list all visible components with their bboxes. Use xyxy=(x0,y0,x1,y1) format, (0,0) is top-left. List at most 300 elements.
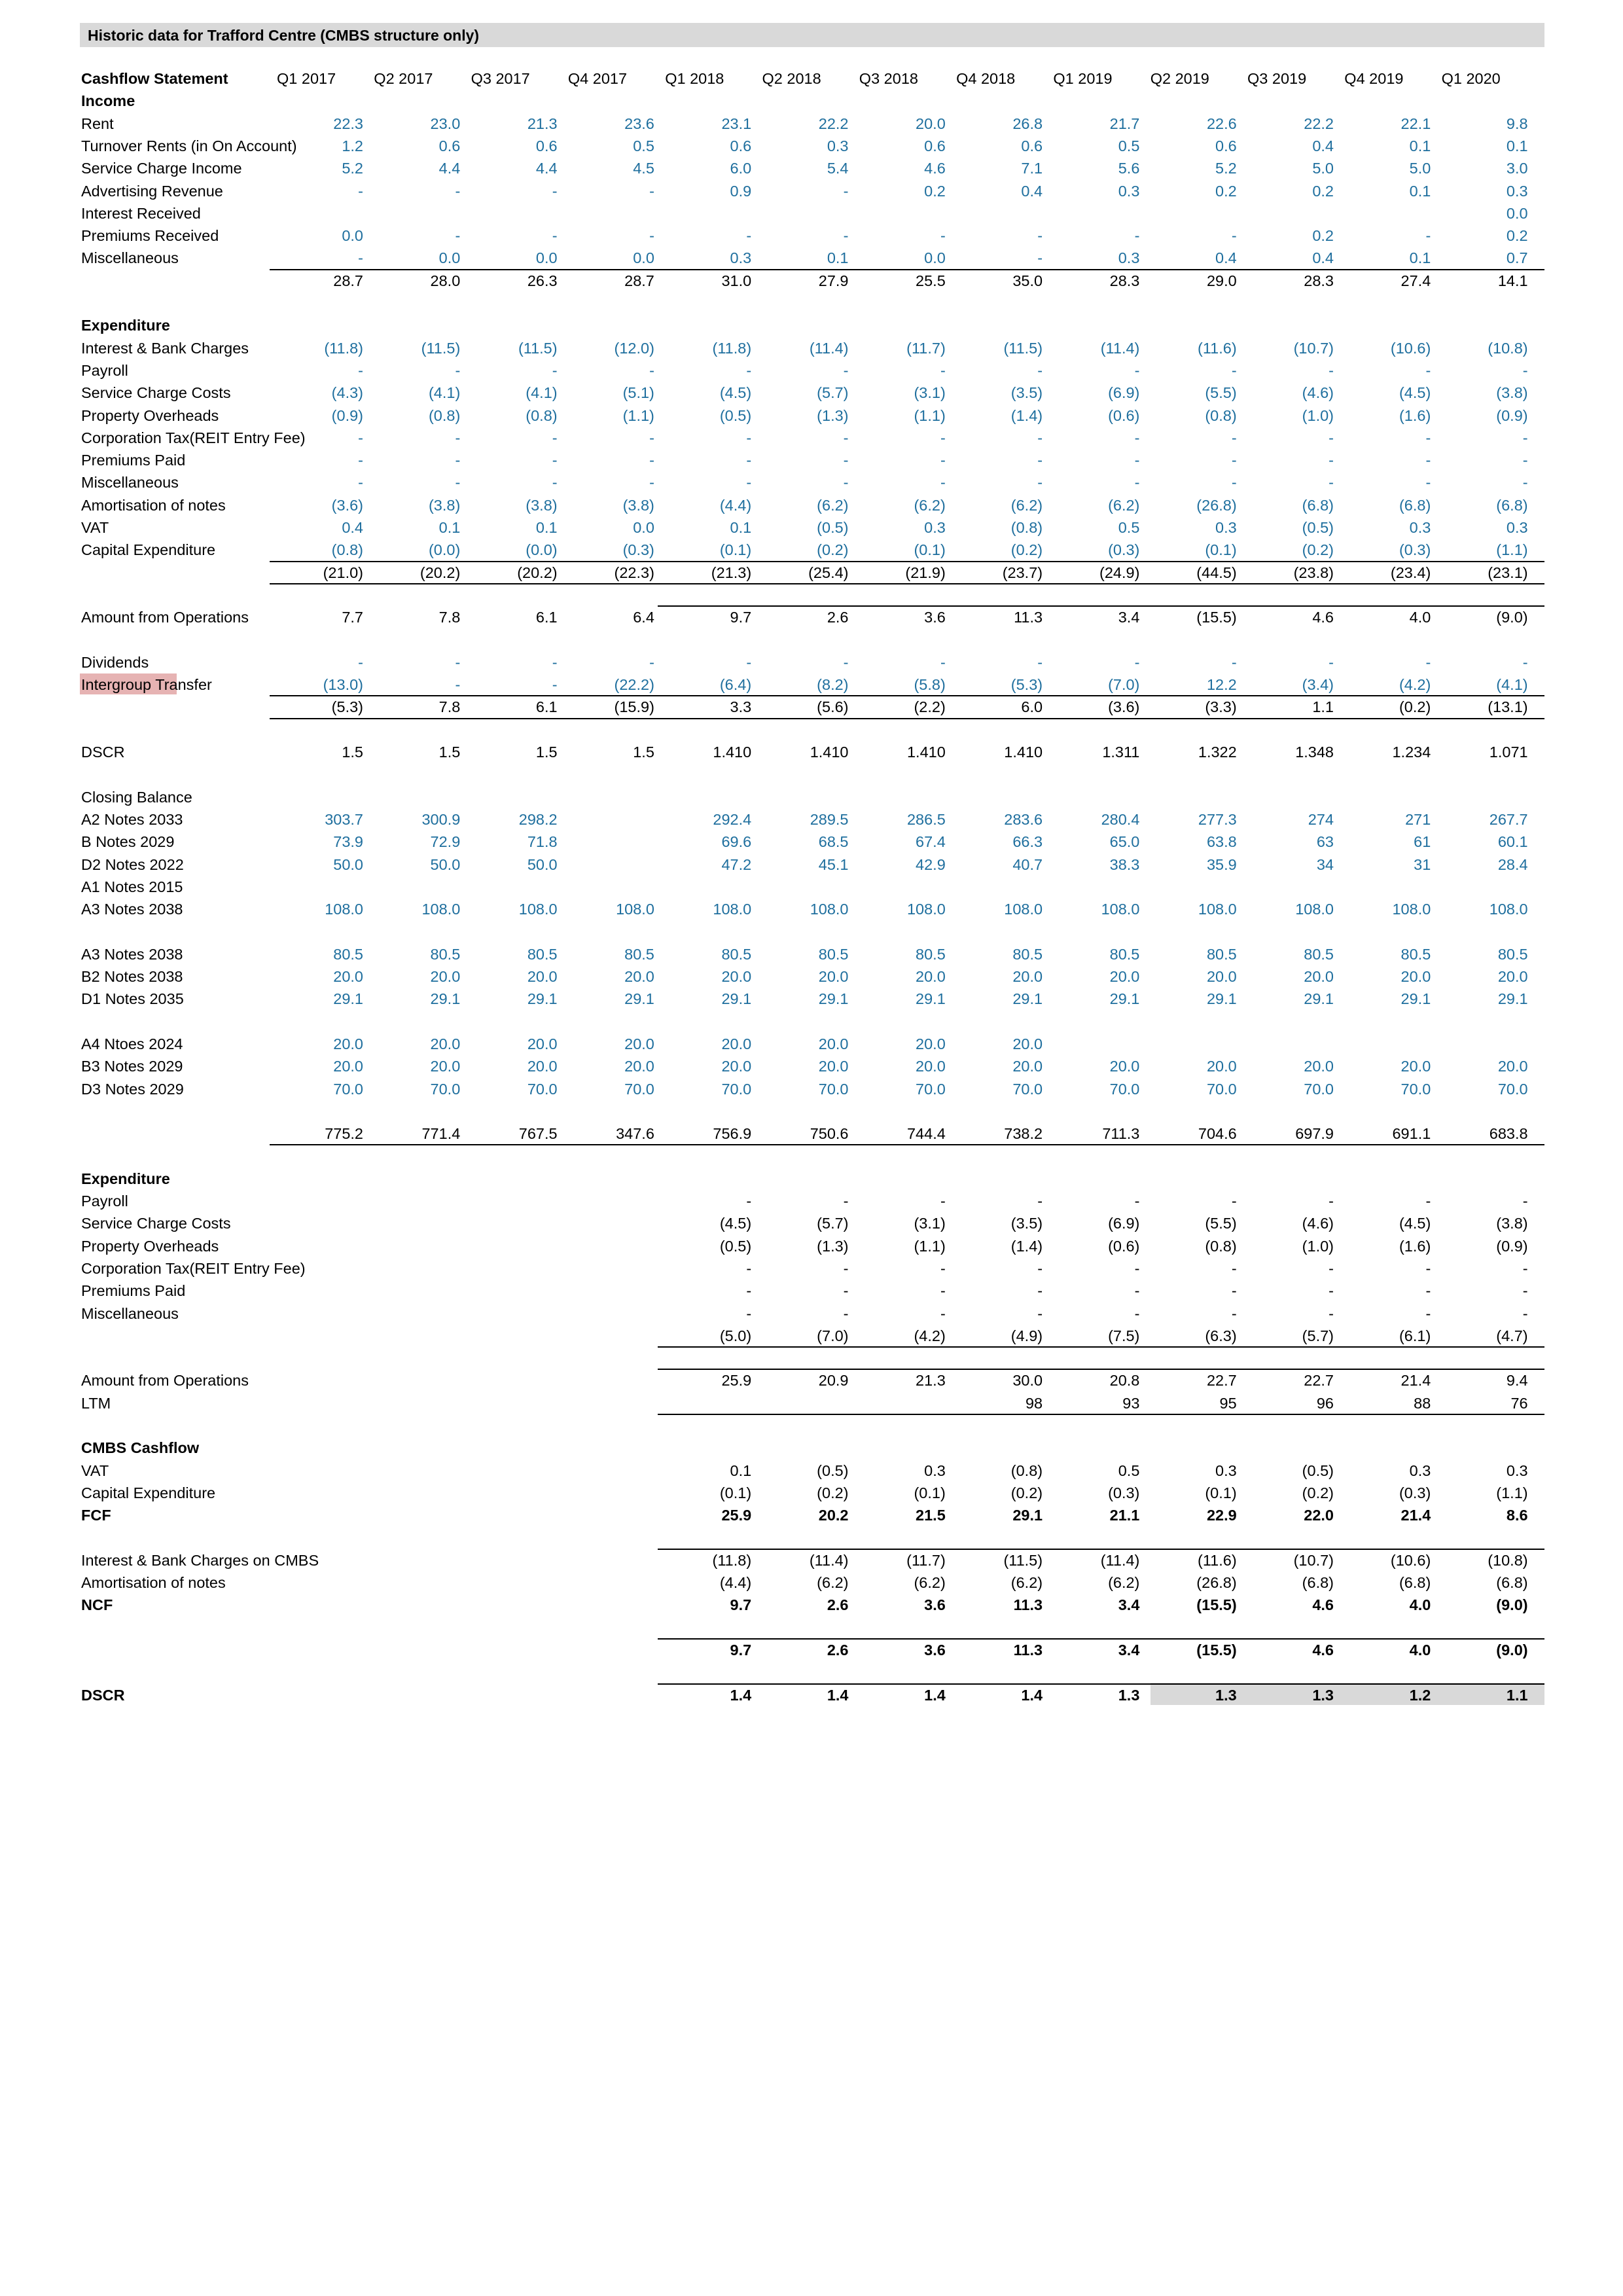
table-cell: - xyxy=(1231,653,1237,671)
expenditure-total-underline xyxy=(270,583,1544,584)
table-cell: 20.0 xyxy=(818,1058,849,1075)
table-cell: 20.0 xyxy=(624,968,654,985)
table-cell: - xyxy=(552,452,558,469)
table-cell: 80.5 xyxy=(624,945,654,963)
table-cell: 7.8 xyxy=(438,698,461,716)
table-cell: 4.0 xyxy=(1409,1596,1431,1614)
row-label: Rent xyxy=(81,115,114,132)
table-cell: (6.8) xyxy=(1302,1574,1334,1592)
table-cell: (5.8) xyxy=(914,676,946,694)
table-cell: (4.5) xyxy=(719,1215,752,1232)
table-cell: 21.5 xyxy=(916,1507,946,1524)
column-header-q3-2017: Q3 2017 xyxy=(471,70,530,87)
table-cell: 0.5 xyxy=(1118,1462,1140,1479)
table-cell: 7.1 xyxy=(1021,160,1043,177)
column-header-q1-2019: Q1 2019 xyxy=(1053,70,1113,87)
table-cell: 1.5 xyxy=(633,744,654,761)
table-cell: 65.0 xyxy=(1109,833,1140,851)
table-cell: - xyxy=(940,227,946,245)
row-label: A3 Notes 2038 xyxy=(81,945,183,963)
operations-rule xyxy=(658,605,1544,607)
table-cell: 29.1 xyxy=(1012,990,1043,1008)
table-cell: 1.322 xyxy=(1198,744,1237,761)
table-cell: (1.1) xyxy=(1496,1484,1528,1501)
table-cell: 66.3 xyxy=(1012,833,1043,851)
table-cell: - xyxy=(940,1193,946,1210)
table-cell: 96 xyxy=(1316,1394,1334,1412)
table-cell: - xyxy=(940,429,946,446)
table-cell: 267.7 xyxy=(1489,810,1528,828)
table-cell: (3.6) xyxy=(1108,698,1140,716)
table-cell: - xyxy=(1134,1193,1140,1210)
row-label: LTM xyxy=(81,1394,111,1412)
table-cell: 0.5 xyxy=(633,137,654,154)
table-cell: 20.0 xyxy=(430,968,461,985)
table-cell: 20.0 xyxy=(916,968,946,985)
table-cell: 29.1 xyxy=(1206,990,1237,1008)
table-cell: 38.3 xyxy=(1109,855,1140,873)
table-cell: 0.2 xyxy=(1506,227,1528,245)
table-cell: - xyxy=(1037,1193,1043,1210)
row-label: Intergroup Transfer xyxy=(81,676,212,694)
table-cell: 347.6 xyxy=(616,1125,654,1143)
table-cell: (6.2) xyxy=(914,1574,946,1592)
table-cell: 63.8 xyxy=(1206,833,1237,851)
row-label: Corporation Tax(REIT Entry Fee) xyxy=(81,429,306,446)
table-cell: 22.2 xyxy=(1304,115,1334,132)
table-cell: 108.0 xyxy=(1004,901,1043,918)
table-cell: - xyxy=(1425,361,1431,379)
table-cell: (1.3) xyxy=(817,406,849,424)
table-cell: (0.1) xyxy=(914,1484,946,1501)
table-cell: 2.6 xyxy=(827,609,849,626)
table-cell: 30.0 xyxy=(1012,1372,1043,1390)
table-cell: - xyxy=(746,1193,752,1210)
table-cell: 25.5 xyxy=(916,272,946,289)
table-cell: 298.2 xyxy=(518,810,558,828)
table-cell: 683.8 xyxy=(1489,1125,1528,1143)
table-cell: 4.5 xyxy=(633,160,654,177)
table-cell: 5.2 xyxy=(1215,160,1237,177)
table-cell: (15.5) xyxy=(1196,1641,1237,1659)
row-label: Amortisation of notes xyxy=(81,496,226,514)
row-label: Closing Balance xyxy=(81,788,192,806)
table-cell: 274 xyxy=(1308,810,1334,828)
table-cell: 0.6 xyxy=(1215,137,1237,154)
row-label: B2 Notes 2038 xyxy=(81,968,183,985)
table-cell: (0.5) xyxy=(817,519,849,536)
table-cell: 80.5 xyxy=(1109,945,1140,963)
table-cell: 28.7 xyxy=(624,272,654,289)
table-cell: 29.1 xyxy=(430,990,461,1008)
table-cell: 0.3 xyxy=(924,1462,946,1479)
table-cell: 29.1 xyxy=(1304,990,1334,1008)
table-cell: 95 xyxy=(1219,1394,1237,1412)
table-cell: (0.5) xyxy=(719,1237,752,1255)
table-cell: - xyxy=(1037,653,1043,671)
table-cell: - xyxy=(1134,474,1140,492)
table-cell: - xyxy=(358,182,363,200)
table-cell: - xyxy=(746,429,752,446)
table-cell: 20.0 xyxy=(1012,968,1043,985)
table-cell: - xyxy=(1522,361,1528,379)
row-label: Capital Expenditure xyxy=(81,1484,216,1501)
table-cell: 7.8 xyxy=(438,609,461,626)
table-cell: (0.1) xyxy=(719,1484,752,1501)
table-cell: 0.1 xyxy=(1409,249,1431,267)
table-cell: 0.0 xyxy=(438,249,461,267)
row-label: Premiums Paid xyxy=(81,1282,186,1300)
table-cell: (0.2) xyxy=(1010,1484,1043,1501)
table-cell: - xyxy=(1522,474,1528,492)
table-cell: 88 xyxy=(1414,1394,1431,1412)
table-cell: 0.1 xyxy=(438,519,461,536)
table-cell: 4.0 xyxy=(1409,1641,1431,1659)
row-label: Interest & Bank Charges on CMBS xyxy=(81,1551,319,1569)
table-cell: (6.8) xyxy=(1399,496,1431,514)
table-cell: 23.6 xyxy=(624,115,654,132)
table-cell: 4.6 xyxy=(1312,609,1334,626)
table-cell: (20.2) xyxy=(517,564,558,581)
table-cell: 0.1 xyxy=(827,249,849,267)
table-cell: - xyxy=(358,361,363,379)
table-cell: (5.1) xyxy=(622,384,654,402)
table-cell: (0.8) xyxy=(331,541,363,559)
table-cell: (5.7) xyxy=(1302,1327,1334,1344)
table-cell: 2.6 xyxy=(827,1596,849,1614)
table-cell: (6.2) xyxy=(914,496,946,514)
table-cell: 691.1 xyxy=(1392,1125,1431,1143)
table-cell: 28.3 xyxy=(1109,272,1140,289)
table-cell: 1.2 xyxy=(342,137,363,154)
table-cell: (3.5) xyxy=(1010,1215,1043,1232)
table-cell: - xyxy=(1231,1259,1237,1277)
cmbs-expenditure-underline xyxy=(658,1369,1544,1370)
table-cell: (2.2) xyxy=(914,698,946,716)
table-cell: (6.8) xyxy=(1496,1574,1528,1592)
table-cell: 3.4 xyxy=(1118,1641,1140,1659)
table-cell: - xyxy=(1522,653,1528,671)
table-cell: - xyxy=(940,361,946,379)
row-label: Interest Received xyxy=(81,204,201,222)
table-cell: 303.7 xyxy=(325,810,363,828)
table-cell: - xyxy=(1231,474,1237,492)
table-cell: (0.6) xyxy=(1108,406,1140,424)
row-label: D2 Notes 2022 xyxy=(81,855,184,873)
table-cell: 3.6 xyxy=(924,1596,946,1614)
table-cell: 277.3 xyxy=(1198,810,1237,828)
table-cell: 98 xyxy=(1025,1394,1043,1412)
table-cell: 29.1 xyxy=(1497,990,1528,1008)
table-cell: 292.4 xyxy=(713,810,752,828)
table-cell: 9.7 xyxy=(730,1596,752,1614)
table-cell: (6.9) xyxy=(1108,384,1140,402)
table-cell: - xyxy=(1425,227,1431,245)
table-cell: 704.6 xyxy=(1198,1125,1237,1143)
table-cell: - xyxy=(649,182,654,200)
table-cell: 50.0 xyxy=(333,855,363,873)
table-cell: 70.0 xyxy=(333,1080,363,1098)
table-cell: 80.5 xyxy=(527,945,558,963)
table-cell: 35.0 xyxy=(1012,272,1043,289)
table-cell: (6.1) xyxy=(1399,1327,1431,1344)
table-cell: (21.9) xyxy=(905,564,946,581)
table-cell: - xyxy=(1522,429,1528,446)
table-cell: 20.0 xyxy=(818,1035,849,1052)
table-cell: 0.2 xyxy=(1312,227,1334,245)
table-cell: 108.0 xyxy=(713,901,752,918)
table-cell: - xyxy=(455,452,461,469)
table-cell: 0.3 xyxy=(827,137,849,154)
table-cell: (3.3) xyxy=(1205,698,1237,716)
table-cell: 80.5 xyxy=(1400,945,1431,963)
table-cell: 6.0 xyxy=(1021,698,1043,716)
table-cell: - xyxy=(358,474,363,492)
table-cell: - xyxy=(1329,361,1334,379)
table-cell: - xyxy=(843,1282,849,1300)
table-cell: 80.5 xyxy=(721,945,752,963)
table-cell: 7.7 xyxy=(342,609,363,626)
table-cell: 20.0 xyxy=(624,1035,654,1052)
table-cell: 20.0 xyxy=(1497,1058,1528,1075)
column-header-q2-2019: Q2 2019 xyxy=(1150,70,1209,87)
table-cell: 0.4 xyxy=(342,519,363,536)
table-cell: - xyxy=(1037,1282,1043,1300)
table-cell: 31.0 xyxy=(721,272,752,289)
table-cell: 0.6 xyxy=(535,137,558,154)
table-cell: (0.5) xyxy=(719,406,752,424)
row-label: Corporation Tax(REIT Entry Fee) xyxy=(81,1259,306,1277)
table-cell: (6.9) xyxy=(1108,1215,1140,1232)
row-label: Capital Expenditure xyxy=(81,541,216,559)
table-cell: 108.0 xyxy=(518,901,558,918)
table-cell: - xyxy=(1329,1259,1334,1277)
table-cell: (23.4) xyxy=(1390,564,1431,581)
table-cell: (3.8) xyxy=(1496,384,1528,402)
table-cell: - xyxy=(1037,227,1043,245)
table-cell: 20.8 xyxy=(1109,1372,1140,1390)
row-label: Turnover Rents (in On Account) xyxy=(81,137,297,154)
table-cell: 9.8 xyxy=(1506,115,1528,132)
table-cell: (1.6) xyxy=(1399,1237,1431,1255)
table-cell: 0.4 xyxy=(1312,249,1334,267)
table-cell: (15.5) xyxy=(1196,1596,1237,1614)
table-cell: 1.348 xyxy=(1295,744,1334,761)
table-cell: 25.9 xyxy=(721,1372,752,1390)
table-cell: 1.1 xyxy=(1312,698,1334,716)
table-cell: 0.3 xyxy=(924,519,946,536)
table-cell: (1.1) xyxy=(914,406,946,424)
table-cell: 26.3 xyxy=(527,272,558,289)
table-cell: 283.6 xyxy=(1004,810,1043,828)
table-cell: (11.6) xyxy=(1198,339,1237,357)
table-cell: 20.0 xyxy=(1400,968,1431,985)
table-cell: 1.4 xyxy=(730,1686,752,1704)
table-cell: (4.2) xyxy=(914,1327,946,1344)
table-cell: (0.3) xyxy=(1399,541,1431,559)
table-cell: - xyxy=(1231,1282,1237,1300)
transfer-total-underline xyxy=(270,718,1544,719)
table-cell: 2.6 xyxy=(827,1641,849,1659)
table-cell: (0.2) xyxy=(1399,698,1431,716)
table-cell: 20.0 xyxy=(916,115,946,132)
table-cell: 4.4 xyxy=(438,160,461,177)
row-label: Expenditure xyxy=(81,317,170,334)
table-cell: 93 xyxy=(1122,1394,1140,1412)
table-cell: (4.1) xyxy=(526,384,558,402)
column-header-q1-2020: Q1 2020 xyxy=(1441,70,1501,87)
row-label: Miscellaneous xyxy=(81,1304,179,1322)
table-cell: (0.1) xyxy=(719,541,752,559)
table-cell: (4.1) xyxy=(1496,676,1528,694)
table-cell: (6.3) xyxy=(1205,1327,1237,1344)
table-cell: (0.8) xyxy=(1205,1237,1237,1255)
table-cell: 47.2 xyxy=(721,855,752,873)
table-cell: (23.7) xyxy=(1002,564,1043,581)
table-cell: (0.3) xyxy=(1399,1484,1431,1501)
table-cell: 20.0 xyxy=(333,968,363,985)
table-cell: 1.4 xyxy=(827,1686,849,1704)
table-cell: 0.6 xyxy=(924,137,946,154)
table-cell: 771.4 xyxy=(421,1125,461,1143)
notes-total-rule xyxy=(270,1144,1544,1145)
table-cell: 76 xyxy=(1510,1394,1528,1412)
table-cell: 70.0 xyxy=(527,1080,558,1098)
column-header-q4-2018: Q4 2018 xyxy=(956,70,1016,87)
table-cell: 0.4 xyxy=(1021,182,1043,200)
table-cell: - xyxy=(1329,452,1334,469)
table-cell: 80.5 xyxy=(430,945,461,963)
table-cell: 29.1 xyxy=(624,990,654,1008)
table-cell: 72.9 xyxy=(430,833,461,851)
table-cell: - xyxy=(1037,1259,1043,1277)
table-cell: 11.3 xyxy=(1013,1641,1043,1659)
table-cell: 20.0 xyxy=(721,968,752,985)
table-cell: (4.4) xyxy=(719,1574,752,1592)
table-cell: 50.0 xyxy=(430,855,461,873)
table-cell: - xyxy=(649,474,654,492)
table-cell: 6.1 xyxy=(535,698,558,716)
table-cell: 697.9 xyxy=(1295,1125,1334,1143)
table-cell: 70.0 xyxy=(721,1080,752,1098)
table-cell: (3.6) xyxy=(331,496,363,514)
table-cell: (10.6) xyxy=(1390,339,1431,357)
table-cell: - xyxy=(649,227,654,245)
table-cell: 0.2 xyxy=(924,182,946,200)
table-cell: 21.3 xyxy=(916,1372,946,1390)
row-label: D3 Notes 2029 xyxy=(81,1080,184,1098)
table-cell: (0.3) xyxy=(1108,1484,1140,1501)
table-cell: (3.8) xyxy=(526,496,558,514)
table-cell: - xyxy=(940,1304,946,1322)
table-cell: 28.3 xyxy=(1304,272,1334,289)
row-label: D1 Notes 2035 xyxy=(81,990,184,1008)
row-label: Miscellaneous xyxy=(81,249,179,267)
table-cell: 69.6 xyxy=(721,833,752,851)
column-header-q4-2019: Q4 2019 xyxy=(1344,70,1404,87)
table-cell: 22.7 xyxy=(1206,1372,1237,1390)
table-cell: - xyxy=(843,429,849,446)
table-cell: 20.0 xyxy=(916,1058,946,1075)
table-cell: - xyxy=(746,227,752,245)
table-cell: (0.9) xyxy=(1496,1237,1528,1255)
table-cell: 29.1 xyxy=(1109,990,1140,1008)
table-cell: 28.7 xyxy=(333,272,363,289)
table-cell: 29.1 xyxy=(916,990,946,1008)
table-cell: (11.8) xyxy=(712,1551,752,1569)
table-cell: 0.0 xyxy=(342,227,363,245)
table-cell: 0.3 xyxy=(1506,1462,1528,1479)
table-cell: - xyxy=(1134,1304,1140,1322)
row-label: Payroll xyxy=(81,1193,128,1210)
column-header-q1-2017: Q1 2017 xyxy=(277,70,336,87)
row-label: Amount from Operations xyxy=(81,1372,249,1390)
table-cell: 6.4 xyxy=(633,609,654,626)
table-cell: (0.2) xyxy=(1010,541,1043,559)
table-cell: - xyxy=(1231,361,1237,379)
table-cell: 20.0 xyxy=(1304,1058,1334,1075)
row-label: VAT xyxy=(81,1462,109,1479)
table-cell: (20.2) xyxy=(419,564,461,581)
table-cell: (0.8) xyxy=(526,406,558,424)
table-cell: - xyxy=(552,653,558,671)
table-cell: 25.9 xyxy=(721,1507,752,1524)
table-cell: - xyxy=(358,653,363,671)
table-cell: (9.0) xyxy=(1496,609,1528,626)
table-cell: 70.0 xyxy=(1497,1080,1528,1098)
table-cell: 1.071 xyxy=(1489,744,1528,761)
table-cell: 11.3 xyxy=(1014,609,1043,626)
table-cell: - xyxy=(455,361,461,379)
table-cell: 4.4 xyxy=(535,160,558,177)
table-cell: (0.8) xyxy=(1010,1462,1043,1479)
table-cell: - xyxy=(843,1193,849,1210)
table-cell: (6.2) xyxy=(817,496,849,514)
table-cell: - xyxy=(746,361,752,379)
table-cell: - xyxy=(1134,1259,1140,1277)
table-cell: (8.2) xyxy=(817,676,849,694)
table-cell: 80.5 xyxy=(1304,945,1334,963)
table-cell: - xyxy=(1037,249,1043,267)
table-cell: 108.0 xyxy=(1489,901,1528,918)
row-label: Payroll xyxy=(81,361,128,379)
table-cell: (4.6) xyxy=(1302,384,1334,402)
table-cell: 108.0 xyxy=(906,901,946,918)
table-cell: 20.0 xyxy=(333,1058,363,1075)
table-cell: 27.9 xyxy=(818,272,849,289)
table-cell: (3.8) xyxy=(622,496,654,514)
table-cell: 70.0 xyxy=(1206,1080,1237,1098)
ncf-repeat-rule xyxy=(658,1683,1544,1685)
table-cell: - xyxy=(843,1259,849,1277)
table-cell: (6.4) xyxy=(719,676,752,694)
table-cell: 0.2 xyxy=(1215,182,1237,200)
table-cell: (5.3) xyxy=(1010,676,1043,694)
table-cell: (3.4) xyxy=(1302,676,1334,694)
table-cell: (1.0) xyxy=(1302,406,1334,424)
table-cell: (7.0) xyxy=(1108,676,1140,694)
table-cell: - xyxy=(1134,1282,1140,1300)
table-cell: (1.1) xyxy=(622,406,654,424)
table-cell: (5.7) xyxy=(817,1215,849,1232)
row-label: Amortisation of notes xyxy=(81,1574,226,1592)
table-cell: - xyxy=(552,676,558,694)
table-cell: 9.7 xyxy=(730,609,752,626)
table-cell: 1.5 xyxy=(535,744,558,761)
table-cell: 14.1 xyxy=(1497,272,1528,289)
table-cell: 1.1 xyxy=(1506,1686,1528,1704)
table-cell: (11.8) xyxy=(324,339,363,357)
